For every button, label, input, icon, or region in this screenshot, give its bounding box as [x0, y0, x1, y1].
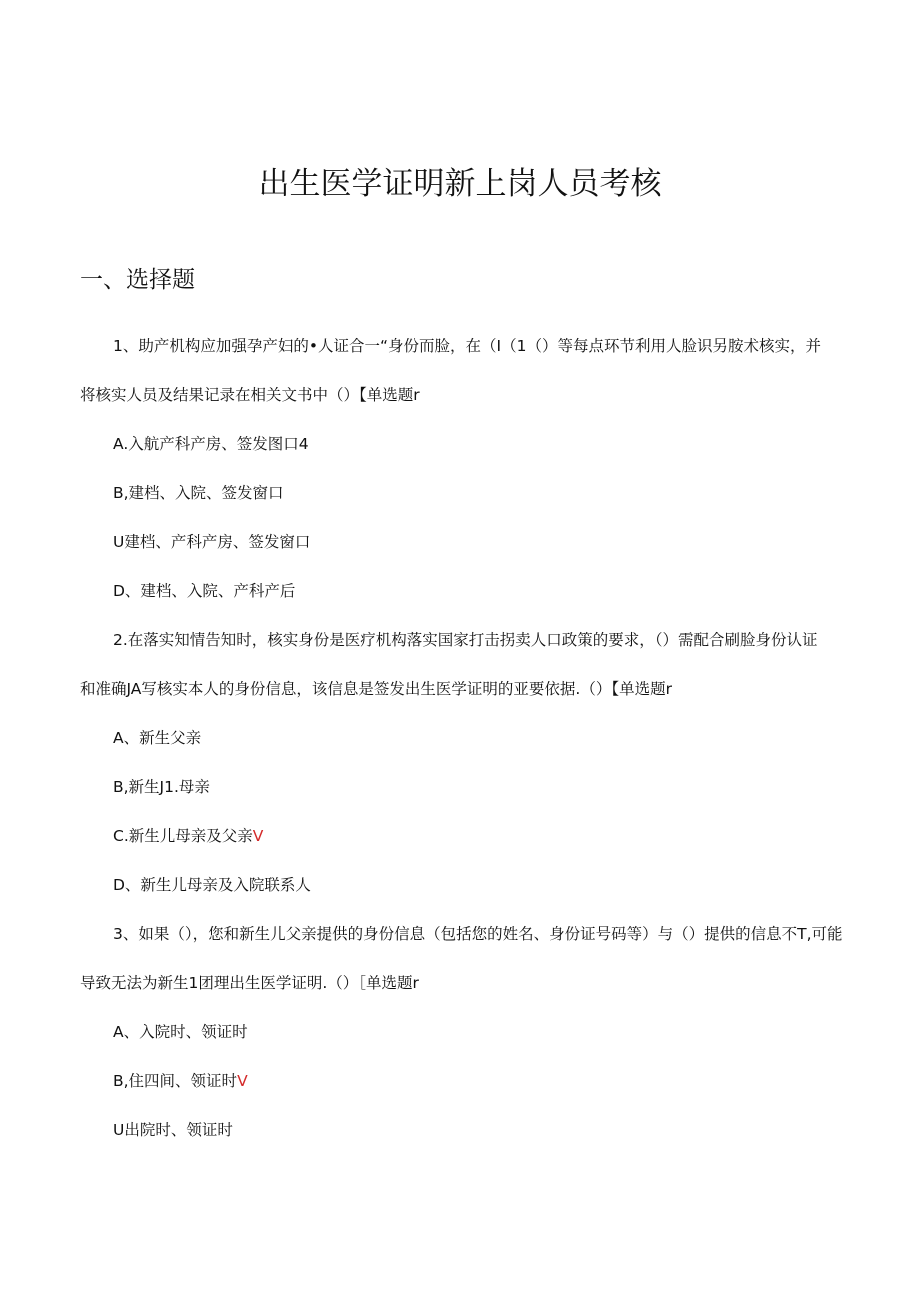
option-text: A.入航产科产房、签发图口4: [113, 435, 309, 453]
answer-check-mark: V: [252, 827, 264, 845]
option-text: B,建档、入院、签发窗口: [113, 484, 284, 502]
question-2-option-d: [113, 873, 311, 897]
question-3-option-b: [113, 1069, 248, 1093]
answer-check-mark: V: [237, 1072, 248, 1090]
question-3-option-c: [113, 1118, 233, 1142]
question-1-option-c: [113, 530, 310, 554]
question-3-line-2: 导致无法为新生1团理出生医学证明.（）［单选题r: [80, 974, 419, 992]
option-text: A、入院时、领证时: [113, 1023, 248, 1041]
question-1-option-d: [113, 579, 295, 603]
question-2-option-a: [113, 726, 201, 750]
question-1-line-1: 1、助产机构应加强孕产妇的•人证合一“身份而脸，在（I（1（）等每点环节利用人脸识另胺术核实，并: [113, 337, 821, 355]
option-text: D、建档、入院、产科产后: [113, 582, 296, 600]
option-text: D、新生儿母亲及入院联系人: [113, 876, 311, 894]
option-text: U出院时、领证时: [113, 1121, 233, 1139]
question-2-option-c: [113, 824, 263, 848]
page-title: 出生医学证明新上岗人员考核: [258, 166, 662, 202]
question-2-line-2: 和准确JA写核实本人的身份信息，该信息是签发出生医学证明的亚要依据.（）【单选题r: [80, 680, 672, 698]
question-2-option-b: [113, 775, 210, 799]
option-text: B,住四间、领证时: [113, 1072, 238, 1090]
question-1-option-b: [113, 481, 284, 505]
question-1-line-2: 将核实人员及结果记录在相关文书中（）【单选题r: [80, 386, 420, 404]
section-heading: 一、选择题: [80, 267, 195, 293]
question-3-option-a: [113, 1020, 248, 1044]
question-3-line-1: 3、如果（），您和新生儿父亲提供的身份信息（包括您的姓名、身份证号码等）与（）提供的信息不T,可能: [113, 925, 843, 943]
option-text: A、新生父亲: [113, 729, 202, 747]
option-text: U建档、产科产房、签发窗口: [113, 533, 311, 551]
option-text: B,新生J1.母亲: [113, 778, 210, 796]
question-1-option-a: [113, 432, 309, 456]
question-2-line-1: 2.在落实知情告知时，核实身份是医疗机构落实国家打击拐卖人口政策的要求，（）需配合刷脸身份认证: [113, 631, 818, 649]
option-text: C.新生儿母亲及父亲: [113, 827, 253, 845]
